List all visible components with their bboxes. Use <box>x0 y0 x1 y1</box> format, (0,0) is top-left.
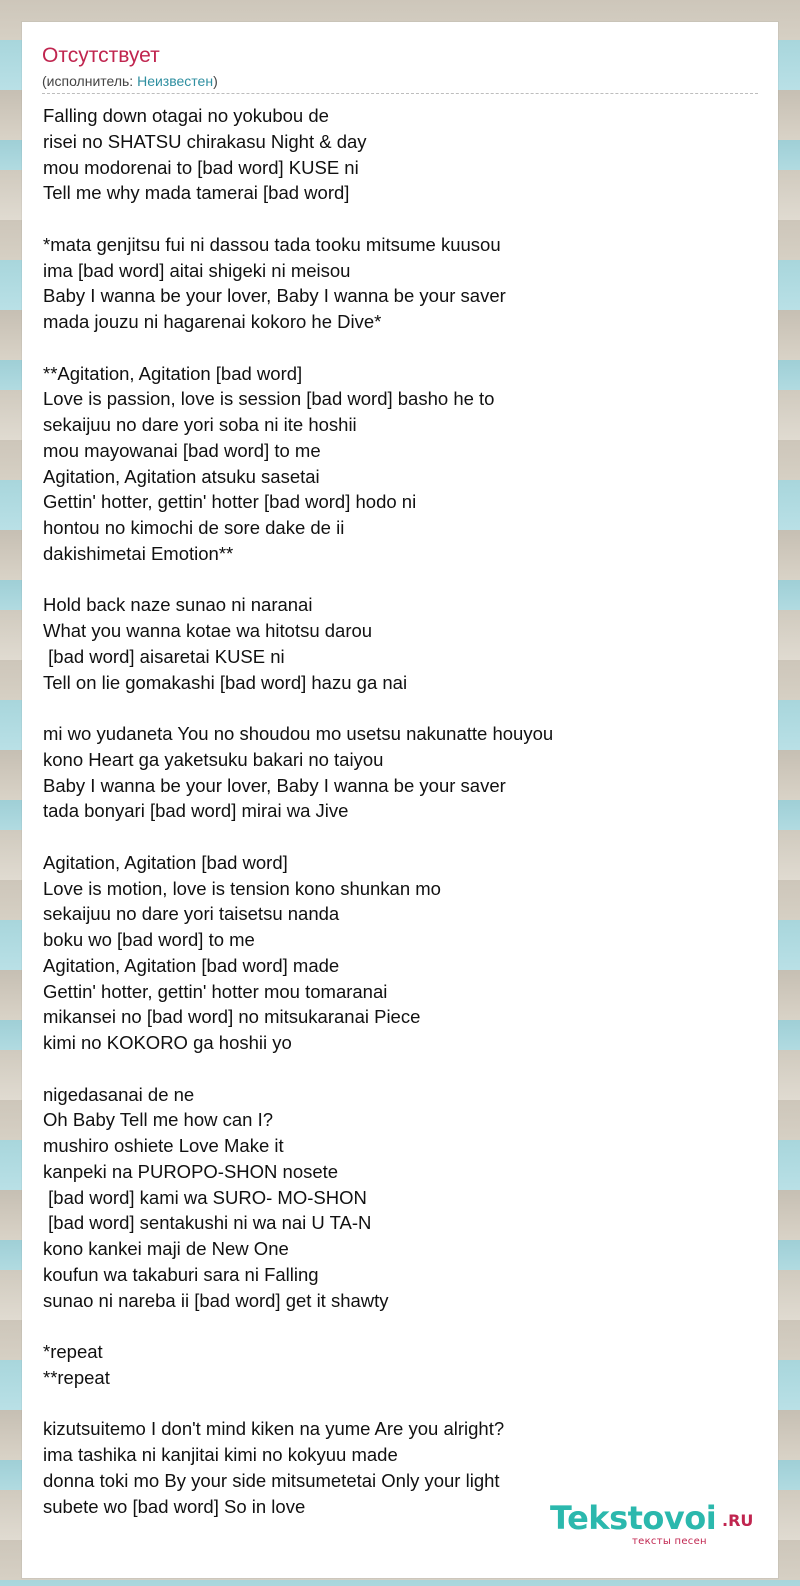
lyric-line: nigedasanai de ne <box>43 1083 195 1105</box>
logo-brand: Tekstovoi <box>550 1499 717 1537</box>
lyric-line: Gettin' hotter, gettin' hotter [bad word] hodo ni <box>43 491 417 513</box>
lyric-line: Agitation, Agitation [bad word] <box>43 851 288 873</box>
lyric-line: sekaijuu no dare yori taisetsu nanda <box>43 903 340 925</box>
lyric-line: sunao ni nareba ii [bad word] get it shawty <box>43 1289 389 1311</box>
lyric-line: Tell on lie gomakashi [bad word] hazu ga nai <box>43 671 408 693</box>
lyric-line: Tell me why mada tamerai [bad word] <box>43 182 350 204</box>
lyric-line: Love is motion, love is tension kono shunkan mo <box>43 877 441 899</box>
song-title: Отсутствует <box>42 44 160 67</box>
lyric-line: Agitation, Agitation atsuku sasetai <box>43 465 320 487</box>
lyric-line: *repeat <box>43 1341 103 1362</box>
artist-line <box>42 72 218 90</box>
lyric-line: kimi no KOKORO ga hoshii yo <box>43 1032 292 1053</box>
lyric-line: [bad word] sentakushi ni wa nai U TA-N <box>43 1212 372 1234</box>
lyric-line: mou mayowanai [bad word] to me <box>43 439 321 461</box>
lyric-line: Baby I wanna be your lover, Baby I wanna be your saver <box>43 774 506 796</box>
lyric-line: sekaijuu no dare yori soba ni ite hoshii <box>43 414 357 435</box>
lyric-line: boku wo [bad word] to me <box>43 929 255 950</box>
lyric-line: subete wo [bad word] So in love <box>43 1495 306 1517</box>
lyrics-text <box>43 103 763 1519</box>
lyric-line: hontou no kimochi de sore dake de ii <box>43 517 345 538</box>
lyric-line: mikansei no [bad word] no mitsukaranai Piece <box>43 1006 421 1028</box>
site-logo[interactable] <box>550 1498 760 1552</box>
lyric-line <box>43 824 763 850</box>
lyric-line: tada bonyari [bad word] mirai wa Jive <box>43 800 349 822</box>
logo-tagline: тексты песен <box>632 1536 707 1547</box>
lyric-line: mushiro oshiete Love Make it <box>43 1135 284 1156</box>
dashed-divider <box>42 93 758 94</box>
lyric-line: koufun wa takaburi sara ni Falling <box>43 1263 319 1285</box>
lyric-line <box>43 206 763 232</box>
lyric-line: risei no SHATSU chirakasu Night & day <box>43 130 367 152</box>
lyric-line <box>43 335 763 361</box>
lyric-line: donna toki mo By your side mitsumetetai Only your light <box>43 1469 500 1491</box>
lyric-line <box>43 1056 763 1082</box>
lyric-line: Gettin' hotter, gettin' hotter mou tomaranai <box>43 980 388 1002</box>
lyric-line: kizutsuitemo I don't mind kiken na yume Are you alright? <box>43 1418 505 1440</box>
lyric-line: Falling down otagai no yokubou de <box>43 105 329 126</box>
lyric-line: *mata genjitsu fui ni dassou tada tooku mitsume kuusou <box>43 233 501 255</box>
lyric-line: Love is passion, love is session [bad word] basho he to <box>43 388 495 410</box>
lyric-line: **Agitation, Agitation [bad word] <box>43 362 303 384</box>
lyric-line: [bad word] kami wa SURO- MO-SHON <box>43 1186 367 1208</box>
lyric-line: dakishimetai Emotion** <box>43 542 234 564</box>
lyric-line: kanpeki na PUROPO-SHON nosete <box>43 1160 339 1182</box>
lyric-line: kono Heart ga yaketsuku bakari no taiyou <box>43 748 384 770</box>
lyric-line: ima [bad word] aitai shigeki ni meisou <box>43 259 351 281</box>
lyric-line: Agitation, Agitation [bad word] made <box>43 954 340 976</box>
lyric-line: **repeat <box>43 1366 110 1388</box>
lyric-line <box>43 695 763 721</box>
logo-tld: .RU <box>722 1511 754 1530</box>
lyrics-card <box>22 22 778 1578</box>
lyric-line: Baby I wanna be your lover, Baby I wanna be your saver <box>43 285 506 307</box>
lyric-line: ima tashika ni kanjitai kimi no kokyuu made <box>43 1444 398 1465</box>
lyric-line: mou modorenai to [bad word] KUSE ni <box>43 156 359 178</box>
lyric-line: mi wo yudaneta You no shoudou mo usetsu nakunatte houyou <box>43 723 554 744</box>
artist-prefix: (исполнитель: <box>42 73 138 89</box>
lyric-line: Oh Baby Tell me how can I? <box>43 1109 274 1131</box>
lyric-line: mada jouzu ni hagarenai kokoro he Dive* <box>43 311 382 332</box>
lyric-line: kono kankei maji de New One <box>43 1238 289 1259</box>
lyric-line: What you wanna kotae wa hitotsu darou <box>43 620 373 641</box>
artist-link[interactable]: Неизвестен <box>137 73 214 89</box>
lyric-line <box>43 1313 763 1339</box>
artist-suffix: ) <box>213 73 218 89</box>
lyric-line <box>43 1391 763 1417</box>
lyric-line: [bad word] aisaretai KUSE ni <box>43 645 285 667</box>
lyric-line <box>43 567 763 593</box>
lyric-line: Hold back naze sunao ni naranai <box>43 594 313 616</box>
